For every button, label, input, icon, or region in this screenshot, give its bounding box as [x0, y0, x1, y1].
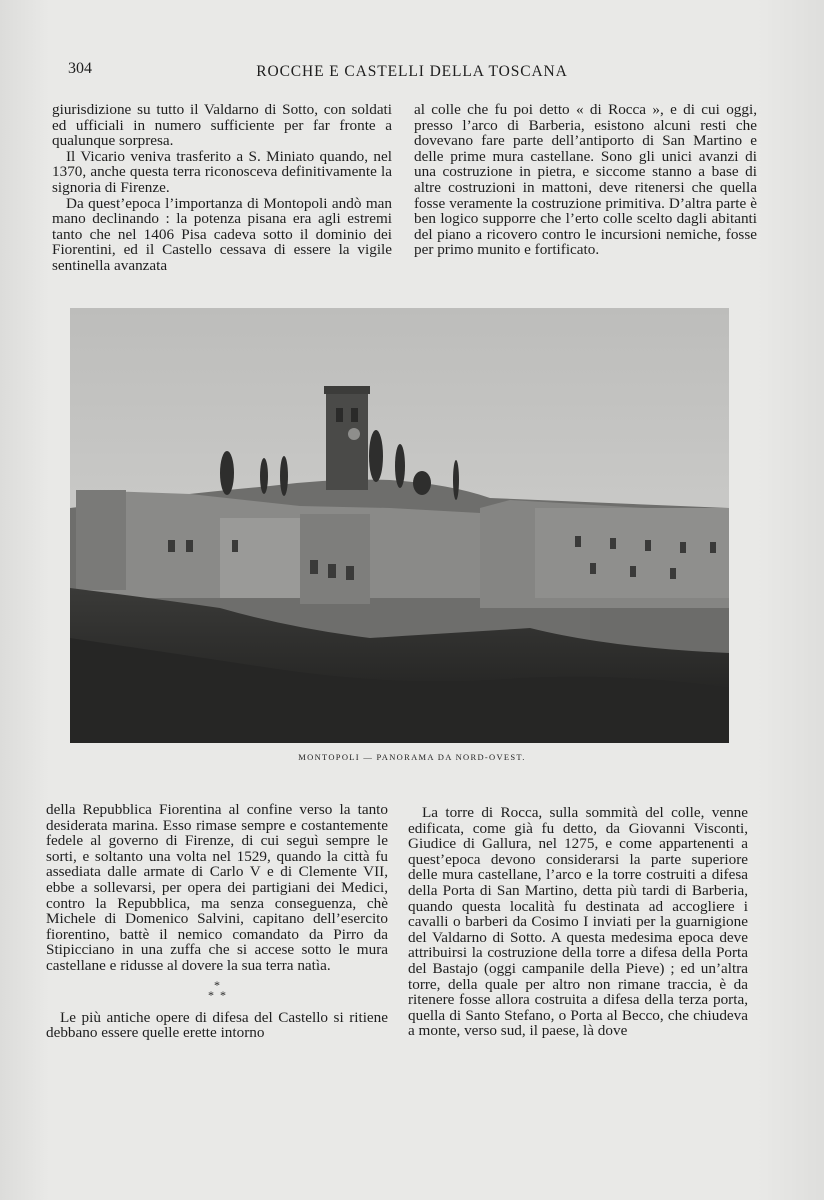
text-column-bottom-left	[46, 802, 388, 1041]
text-column-top-left	[52, 102, 392, 274]
text-column-bottom-right	[408, 805, 748, 1039]
figure-caption: MONTOPOLI — PANORAMA DA NORD-OVEST.	[298, 752, 526, 762]
paragraph: della Repubblica Fiorentina al confine verso la tanto desiderata marina. Esso rimase sempre e costantemente fedele al governo di Firenze, di cui seguì sempre le sorti, e soltanto una volta nel 1529, quando la città fu assediata dalle armate di Carlo V e di Clemente VII, ebbe a sollevarsi, per opera dei partigiani dei Medici, contro la Repubblica, ma senza conseguenza, chè Michele di Domenico Salvini, capitano dell’esercito fiorentino, battè il nemico comandato da Pirro da Stipicciano in una zuffa che si accese sotto le mura castellane e ridusse al dovere la sua terra natìa.	[46, 801, 388, 974]
paragraph: Da quest’epoca l’importanza di Montopoli andò man mano declinando : la potenza pisana era agli estremi tanto che nel 1406 Pisa cadeva sotto il dominio dei Fiorentini, ed il Castello cessava di essere la vigile sentinella avanzata	[52, 194, 392, 274]
running-title: ROCCHE E CASTELLI DELLA TOSCANA	[256, 63, 568, 80]
panorama-photograph	[70, 308, 729, 743]
paragraph: Le più antiche opere di difesa del Castello si ritiene debbano essere quelle erette intorno	[46, 1008, 388, 1042]
paragraph: La torre di Rocca, sulla sommità del colle, venne edificata, come già fu detto, da Giovanni Visconti, Giudice di Gallura, nel 1275, e come appartenenti a quest’epoca devono considerarsi la parte superiore delle mura castellane, l’arco e la torre costruiti a difesa della Porta di San Martino, detta più tardi di Barberia, quando questa località fu destinata ad accogliere i cavalli o barberi da Cosimo I inviati per la guarnigione del Valdarno di Sotto. A questa medesima epoca deve attribuirsi la costruzione della torre a difesa della Porta del Bastajo (oggi campanile della Pieve) ; ed un’altra torre, della quale per altro non rimane traccia, è da ritenere fosse allora costruita a difesa della terza porta, quella di Santo Stefano, o Porta al Becco, che chiudeva a monte, verso sud, il paese, là dove	[408, 804, 748, 1040]
page-number: 304	[68, 60, 92, 77]
text-column-top-right	[414, 102, 757, 258]
paragraph: giurisdizione su tutto il Valdarno di Sotto, con soldati ed ufficiali in numero sufficiente per far fronte a qualunque sorpresa.	[52, 101, 392, 150]
section-separator-asterism: * * *	[208, 977, 226, 1002]
paragraph: al colle che fu poi detto « di Rocca », e di cui oggi, presso l’arco di Barberia, esistono alcuni resti che dovevano fare parte dell’antiporto di San Martino e delle prime mura castellane. Sono gli unici avanzi di una costruzione in pietra, e siccome stanno a base di altre costruzioni in mattoni, deve ritenersi che quella fosse veramente la costruzione primitiva. D’altra parte è ben logico supporre che l’erto colle scelto dagli abitanti del piano a ricovero contro le incursioni nemiche, fosse per primo munito e fortificato.	[414, 101, 757, 259]
paragraph: Il Vicario veniva trasferito a S. Miniato quando, nel 1370, anche questa terra riconosceva definitivamente la signoria di Firenze.	[52, 147, 392, 196]
